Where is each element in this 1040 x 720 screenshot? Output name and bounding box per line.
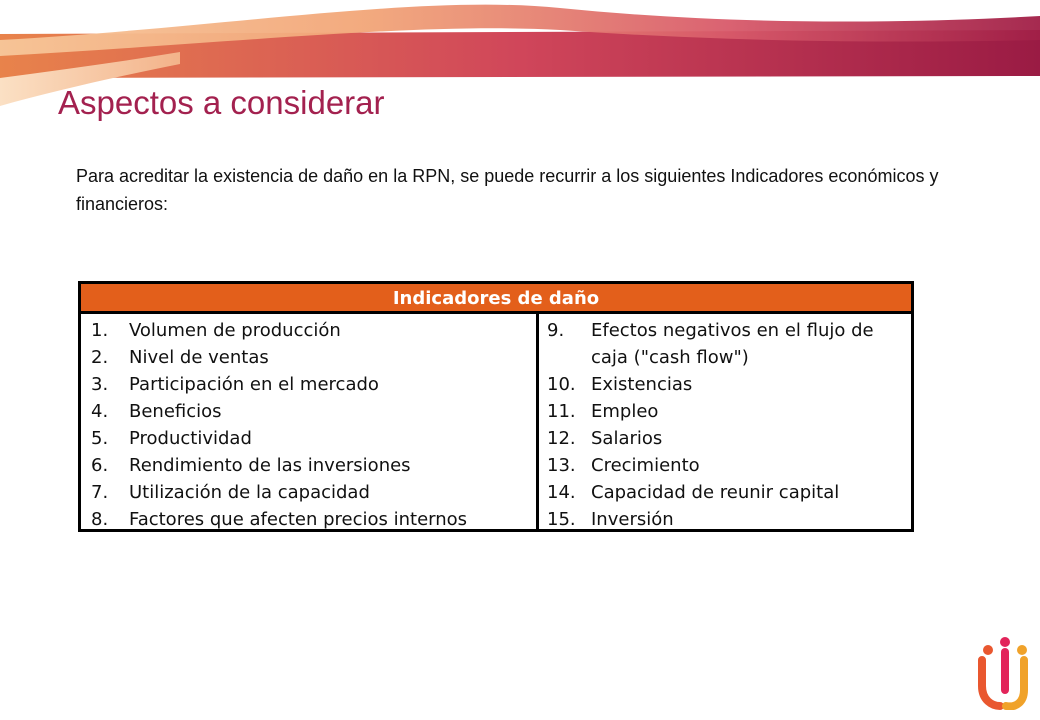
indicator-number: 3. bbox=[91, 374, 109, 395]
indicator-label: Efectos negativos en el flujo de caja ("cash flow") bbox=[591, 320, 874, 368]
indicator-item bbox=[539, 506, 911, 533]
indicator-number: 10. bbox=[547, 374, 576, 395]
indicator-item bbox=[81, 317, 536, 344]
indicator-number: 14. bbox=[547, 482, 576, 503]
indicator-item bbox=[81, 371, 536, 398]
indicator-number: 4. bbox=[91, 401, 109, 422]
intro-text: Para acreditar la existencia de daño en la RPN, se puede recurrir a los siguientes Indicadores económicos y financieros: bbox=[76, 166, 939, 214]
indicator-item bbox=[81, 398, 536, 425]
indicator-number: 1. bbox=[91, 320, 109, 341]
indicator-number: 15. bbox=[547, 509, 576, 530]
indicator-number: 5. bbox=[91, 428, 109, 449]
indicator-number: 12. bbox=[547, 428, 576, 449]
indicator-label: Utilización de la capacidad bbox=[129, 482, 370, 503]
indicator-list-right bbox=[539, 317, 911, 533]
indicator-label: Salarios bbox=[591, 428, 663, 449]
table-header: Indicadores de daño bbox=[81, 284, 911, 314]
indicator-label: Productividad bbox=[129, 428, 252, 449]
university-logo-icon bbox=[978, 636, 1032, 710]
indicators-table bbox=[78, 281, 914, 532]
indicator-label: Volumen de producción bbox=[129, 320, 341, 341]
indicator-label: Participación en el mercado bbox=[129, 374, 379, 395]
indicator-label: Nivel de ventas bbox=[129, 347, 269, 368]
indicator-item bbox=[81, 425, 536, 452]
indicator-item bbox=[539, 371, 911, 398]
indicator-item bbox=[81, 506, 536, 533]
indicator-item bbox=[81, 479, 536, 506]
page-title: Aspectos a considerar bbox=[58, 84, 385, 121]
indicator-item bbox=[539, 452, 911, 479]
indicator-item bbox=[539, 398, 911, 425]
indicator-number: 11. bbox=[547, 401, 576, 422]
table-body bbox=[81, 314, 911, 529]
indicator-item bbox=[81, 452, 536, 479]
indicator-label: Empleo bbox=[591, 401, 659, 422]
indicator-item bbox=[81, 344, 536, 371]
indicator-label: Crecimiento bbox=[591, 455, 700, 476]
indicator-label: Rendimiento de las inversiones bbox=[129, 455, 411, 476]
indicator-label: Existencias bbox=[591, 374, 693, 395]
indicator-label: Beneficios bbox=[129, 401, 222, 422]
indicator-item bbox=[539, 317, 911, 371]
indicator-item bbox=[539, 479, 911, 506]
indicator-label: Factores que afecten precios internos bbox=[129, 509, 468, 530]
table-column-right bbox=[539, 314, 911, 529]
indicator-label: Inversión bbox=[591, 509, 674, 530]
indicator-number: 8. bbox=[91, 509, 109, 530]
indicator-number: 7. bbox=[91, 482, 109, 503]
indicator-list-left bbox=[81, 317, 536, 533]
indicator-number: 2. bbox=[91, 347, 109, 368]
indicator-number: 13. bbox=[547, 455, 576, 476]
indicator-item bbox=[539, 425, 911, 452]
indicator-number: 6. bbox=[91, 455, 109, 476]
table-column-left bbox=[81, 314, 539, 529]
indicator-label: Capacidad de reunir capital bbox=[591, 482, 840, 503]
indicator-number: 9. bbox=[547, 320, 565, 341]
